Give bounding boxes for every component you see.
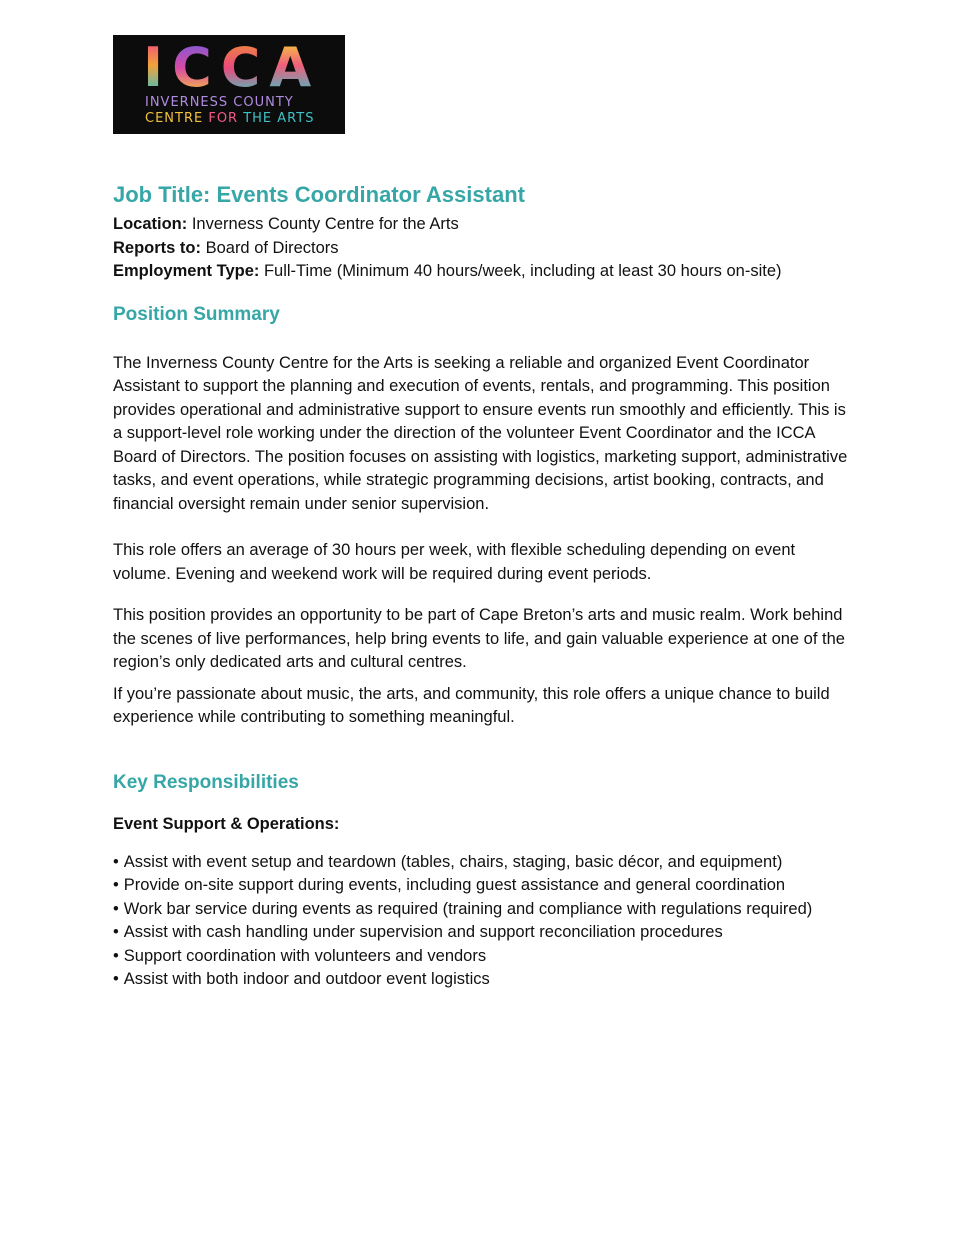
summary-paragraph: This position provides an opportunity to be part of Cape Breton’s arts and music realm. Work behind the scenes of live performances, help bring events to life, and gain valuable experience at one of the region’s only dedicated arts and cultural centres. [113,606,845,671]
bullet-icon: • [113,923,119,941]
document-body [113,180,853,992]
job-meta [113,213,853,284]
job-title: Job Title: Events Coordinator Assistant [113,182,525,207]
meta-reports-to: Reports to: Board of Directors [113,238,339,257]
meta-location: Location: Inverness County Centre for the Arts [113,215,459,233]
responsibilities-list [113,851,853,992]
icca-logo [113,35,345,134]
key-responsibilities-heading: Key Responsibilities [113,771,299,793]
logo-tagline-line2: CENTRE FOR THE ARTS [145,111,315,126]
summary-paragraph: This role offers an average of 30 hours per week, with flexible scheduling depending on event volume. Evening and weekend work will be required during event periods. [113,541,796,583]
logo-letter: A [269,36,321,99]
meta-employment-type: Employment Type: Full-Time (Minimum 40 hours/week, including at least 30 hours on-site) [113,262,782,280]
logo-letter: C [172,36,221,99]
logo-letter: C [220,36,270,99]
logo-letter: I [143,36,173,99]
position-summary-heading: Position Summary [113,303,280,325]
event-support-subheading: Event Support & Operations: [113,814,340,833]
list-item: • Provide on-site support during events, including guest assistance and general coordination [113,876,786,894]
bullet-icon: • [113,899,119,918]
logo-tagline-line1: INVERNESS COUNTY [145,95,294,110]
summary-paragraph: If you’re passionate about music, the arts, and community, this role offers a unique chance to build experience while contributing to something meaningful. [113,684,830,726]
list-item: • Assist with both indoor and outdoor event logistics [113,970,490,988]
list-item: • Work bar service during events as required (training and compliance with regulations required) [113,899,813,918]
list-item: • Assist with event setup and teardown (tables, chairs, staging, basic décor, and equipment) [113,852,783,871]
bullet-icon: • [113,946,119,965]
summary-paragraph: The Inverness County Centre for the Arts is seeking a reliable and organized Event Coordinator Assistant to support the planning and execution of events, rentals, and programming. This position provides operational and administrative support to ensure events run smoothly and efficiently. This is a support-level role working under the direction of the volunteer Event Coordinator and the ICCA Board of Directors. The position focuses on assisting with logistics, marketing support, administrative tasks, and event operations, while strategic programming decisions, artist booking, contracts, and financial oversight remain under senior supervision. [113,353,848,513]
list-item: • Support coordination with volunteers and vendors [113,946,487,965]
list-item: • Assist with cash handling under supervision and support reconciliation procedures [113,923,723,941]
bullet-icon: • [113,852,119,871]
logo-wordmark [143,36,321,99]
bullet-icon: • [113,876,119,894]
bullet-icon: • [113,970,119,988]
